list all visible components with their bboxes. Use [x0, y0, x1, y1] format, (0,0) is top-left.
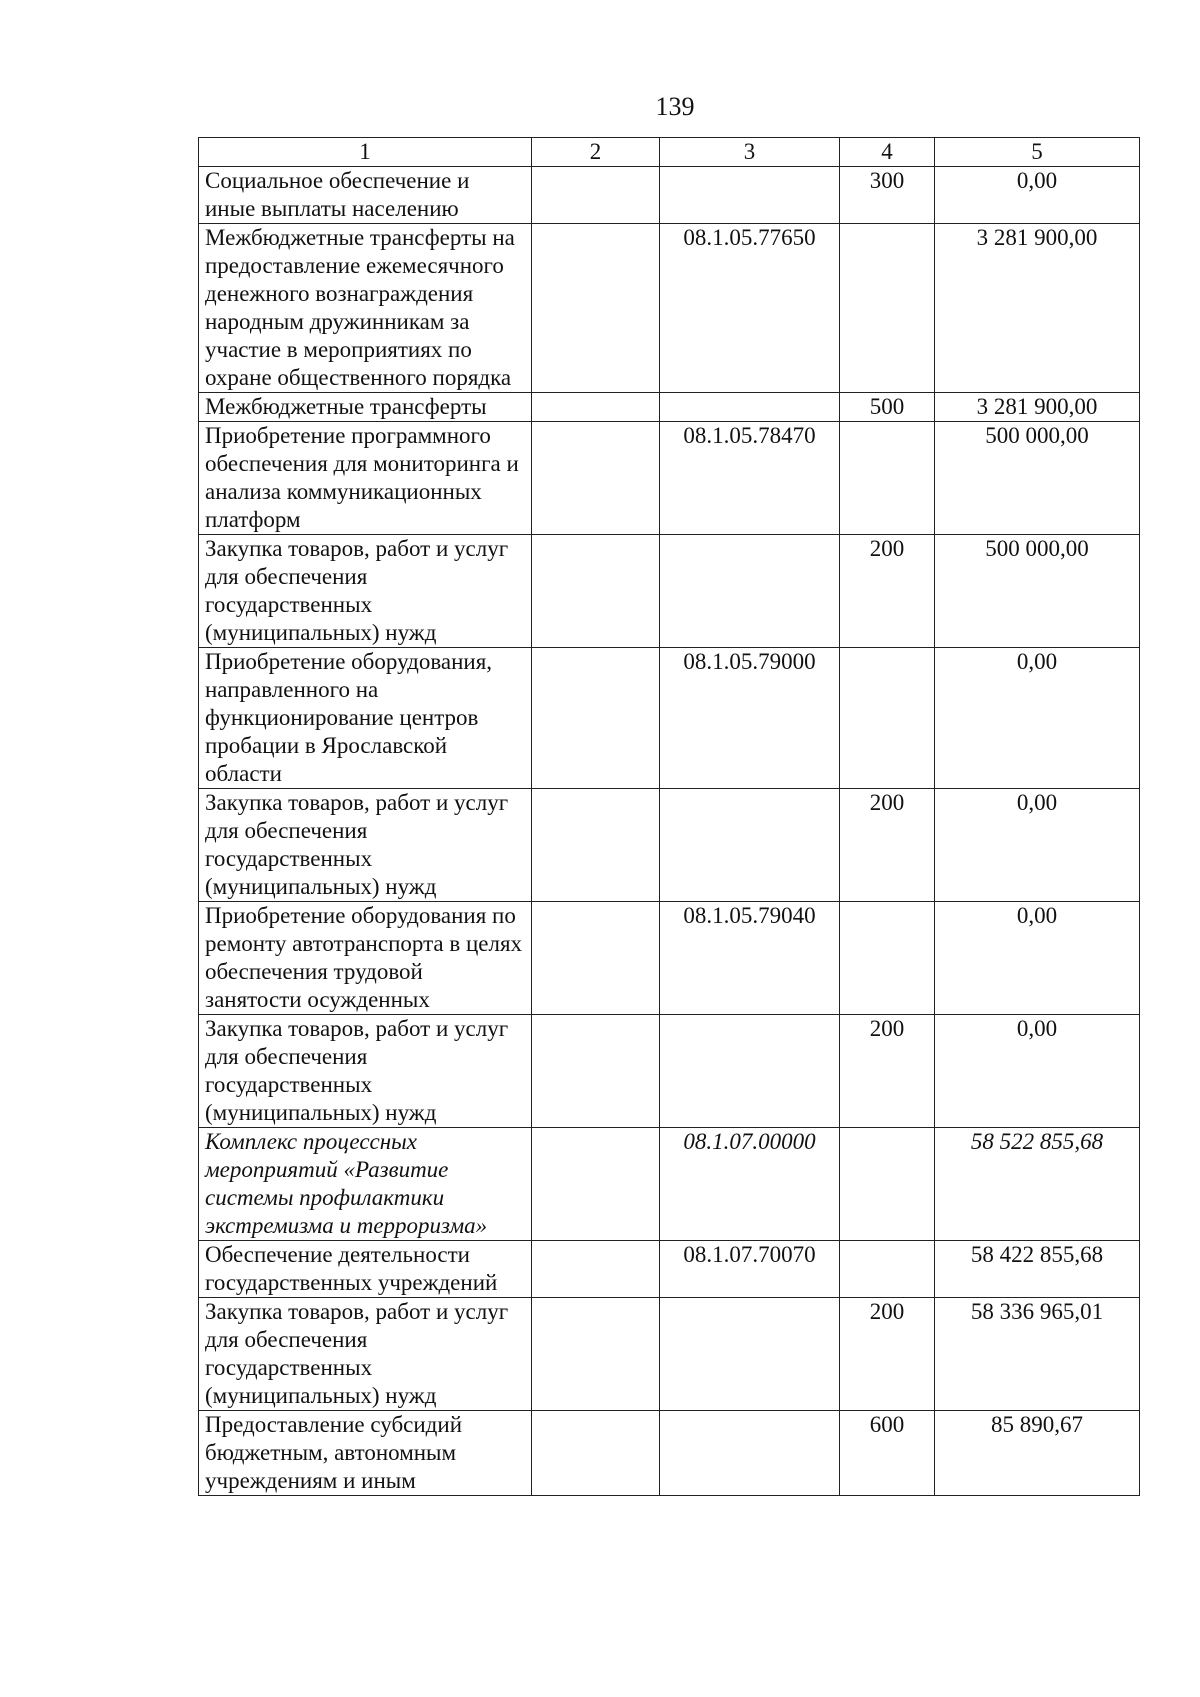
column-header-4: 4: [840, 138, 935, 167]
item-name: Межбюджетные трансферты на предоставление ежемесячного денежного вознаграждения народным дружинникам за участие в мероприятиях по охране общественного порядка: [199, 224, 532, 393]
target-article-code: 08.1.05.79040: [660, 902, 840, 1015]
expense-type-code: 600: [840, 1411, 935, 1496]
amount: 3 281 900,00: [935, 224, 1140, 393]
target-article-code: 08.1.05.78470: [660, 422, 840, 535]
item-name: Приобретение оборудования, направленного на функционирование центров пробации в Ярославской области: [199, 648, 532, 789]
section-code: [532, 167, 660, 224]
section-code: [532, 535, 660, 648]
table-row: [199, 1411, 1140, 1496]
table-row: [199, 648, 1140, 789]
table-row: [199, 224, 1140, 393]
section-code: [532, 422, 660, 535]
target-article-code: 08.1.05.77650: [660, 224, 840, 393]
item-name: Межбюджетные трансферты: [199, 393, 532, 422]
expense-type-code: 200: [840, 535, 935, 648]
target-article-code: 08.1.05.79000: [660, 648, 840, 789]
amount: 0,00: [935, 648, 1140, 789]
table-row: [199, 1128, 1140, 1241]
target-article-code: [660, 535, 840, 648]
amount: 3 281 900,00: [935, 393, 1140, 422]
item-name: Социальное обеспечение и иные выплаты населению: [199, 167, 532, 224]
table-row: [199, 422, 1140, 535]
item-name: Закупка товаров, работ и услуг для обеспечения государственных (муниципальных) нужд: [199, 1298, 532, 1411]
expense-type-code: 200: [840, 789, 935, 902]
section-code: [532, 1411, 660, 1496]
section-code: [532, 224, 660, 393]
item-name: Закупка товаров, работ и услуг для обеспечения государственных (муниципальных) нужд: [199, 789, 532, 902]
amount: 0,00: [935, 1015, 1140, 1128]
target-article-code: [660, 1015, 840, 1128]
item-name: Обеспечение деятельности государственных учреждений: [199, 1241, 532, 1298]
expense-type-code: 300: [840, 167, 935, 224]
expense-type-code: 500: [840, 393, 935, 422]
expense-type-code: [840, 1128, 935, 1241]
expense-type-code: [840, 224, 935, 393]
item-name: Комплекс процессных мероприятий «Развитие системы профилактики экстремизма и терроризма»: [199, 1128, 532, 1241]
section-code: [532, 393, 660, 422]
table-row: [199, 535, 1140, 648]
amount: 0,00: [935, 902, 1140, 1015]
budget-table: [198, 137, 1140, 1496]
target-article-code: [660, 789, 840, 902]
section-code: [532, 902, 660, 1015]
expense-type-code: 200: [840, 1298, 935, 1411]
section-code: [532, 1298, 660, 1411]
amount: 0,00: [935, 167, 1140, 224]
item-name: Закупка товаров, работ и услуг для обеспечения государственных (муниципальных) нужд: [199, 1015, 532, 1128]
column-header-3: 3: [660, 138, 840, 167]
amount: 500 000,00: [935, 422, 1140, 535]
target-article-code: 08.1.07.70070: [660, 1241, 840, 1298]
column-header-5: 5: [935, 138, 1140, 167]
item-name: Предоставление субсидий бюджетным, автономным учреждениям и иным: [199, 1411, 532, 1496]
expense-type-code: [840, 902, 935, 1015]
amount: 500 000,00: [935, 535, 1140, 648]
amount: 58 336 965,01: [935, 1298, 1140, 1411]
item-name: Закупка товаров, работ и услуг для обеспечения государственных (муниципальных) нужд: [199, 535, 532, 648]
amount: 58 522 855,68: [935, 1128, 1140, 1241]
table-row: [199, 789, 1140, 902]
page-number: 139: [655, 92, 695, 121]
table-row: [199, 393, 1140, 422]
target-article-code: 08.1.07.00000: [660, 1128, 840, 1241]
expense-type-code: [840, 1241, 935, 1298]
amount: 58 422 855,68: [935, 1241, 1140, 1298]
table-row: [199, 902, 1140, 1015]
column-header-1: 1: [199, 138, 532, 167]
table-body: [199, 167, 1140, 1496]
section-code: [532, 1128, 660, 1241]
item-name: Приобретение оборудования по ремонту автотранспорта в целях обеспечения трудовой занятости осужденных: [199, 902, 532, 1015]
section-code: [532, 1015, 660, 1128]
expense-type-code: [840, 422, 935, 535]
item-name: Приобретение программного обеспечения для мониторинга и анализа коммуникационных платформ: [199, 422, 532, 535]
table-row: [199, 1241, 1140, 1298]
amount: 0,00: [935, 789, 1140, 902]
table-row: [199, 1298, 1140, 1411]
target-article-code: [660, 1298, 840, 1411]
target-article-code: [660, 393, 840, 422]
section-code: [532, 789, 660, 902]
section-code: [532, 648, 660, 789]
table-header-row: [199, 138, 1140, 167]
section-code: [532, 1241, 660, 1298]
expense-type-code: [840, 648, 935, 789]
expense-type-code: 200: [840, 1015, 935, 1128]
amount: 85 890,67: [935, 1411, 1140, 1496]
table-row: [199, 1015, 1140, 1128]
column-header-2: 2: [532, 138, 660, 167]
target-article-code: [660, 1411, 840, 1496]
table-row: [199, 167, 1140, 224]
target-article-code: [660, 167, 840, 224]
